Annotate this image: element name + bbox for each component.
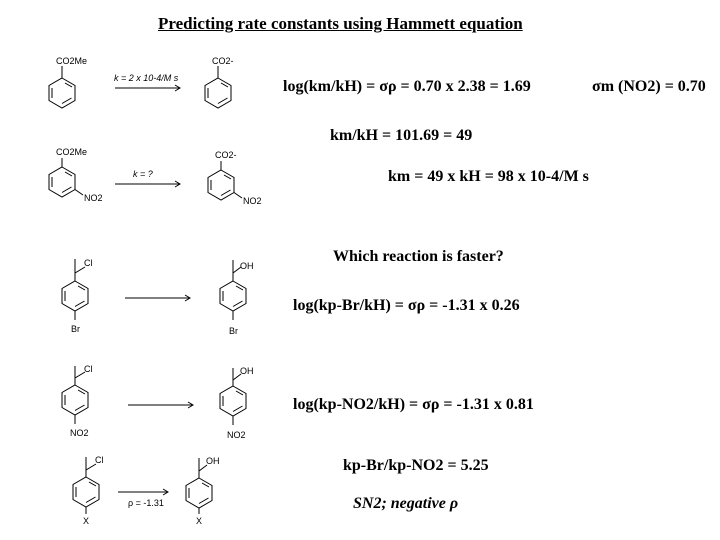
equation-ratio: km/kH = 101.69 = 49 <box>330 127 473 144</box>
group-label: Br <box>71 324 80 334</box>
reaction-condition: k = ? <box>133 169 153 179</box>
group-label: NO2 <box>227 430 246 440</box>
group-label: OH <box>240 261 254 271</box>
equation-rate-ratio: kp-Br/kp-NO2 = 5.25 <box>343 457 489 474</box>
group-label: OH <box>240 366 254 376</box>
equation-log-km: log(km/kH) = σρ = 0.70 x 2.38 = 1.69 <box>283 78 531 95</box>
group-label: CO2Me <box>56 147 88 157</box>
group-label: Cl <box>84 364 93 374</box>
equation-p-no2: log(kp-NO2/kH) = σρ = -1.31 x 0.81 <box>293 396 534 413</box>
group-label: CO2Me <box>56 56 88 66</box>
reaction-condition: k = 2 x 10-4/M s <box>114 73 179 83</box>
reaction-condition: ρ = -1.31 <box>128 498 164 508</box>
group-label: Cl <box>84 258 93 268</box>
group-label: CO2- <box>215 150 237 160</box>
conclusion-text: SN2; negative ρ <box>353 495 459 512</box>
group-label: NO2 <box>70 428 89 438</box>
question-heading: Which reaction is faster? <box>333 248 504 265</box>
group-label: Cl <box>95 455 104 465</box>
equation-p-br: log(kp-Br/kH) = σρ = -1.31 x 0.26 <box>293 297 520 314</box>
group-label: NO2 <box>84 193 103 203</box>
group-label: X <box>196 516 203 526</box>
group-label: NO2 <box>243 196 262 206</box>
page-title: Predicting rate constants using Hammett equation <box>158 14 523 33</box>
equation-km: km = 49 x kH = 98 x 10-4/M s <box>388 168 589 185</box>
group-label: CO2- <box>212 56 234 66</box>
sigma-meta-value: σm (NO2) = 0.70 <box>592 78 706 95</box>
group-label: OH <box>206 456 220 466</box>
group-label: Br <box>229 326 238 336</box>
group-label: X <box>83 516 90 526</box>
